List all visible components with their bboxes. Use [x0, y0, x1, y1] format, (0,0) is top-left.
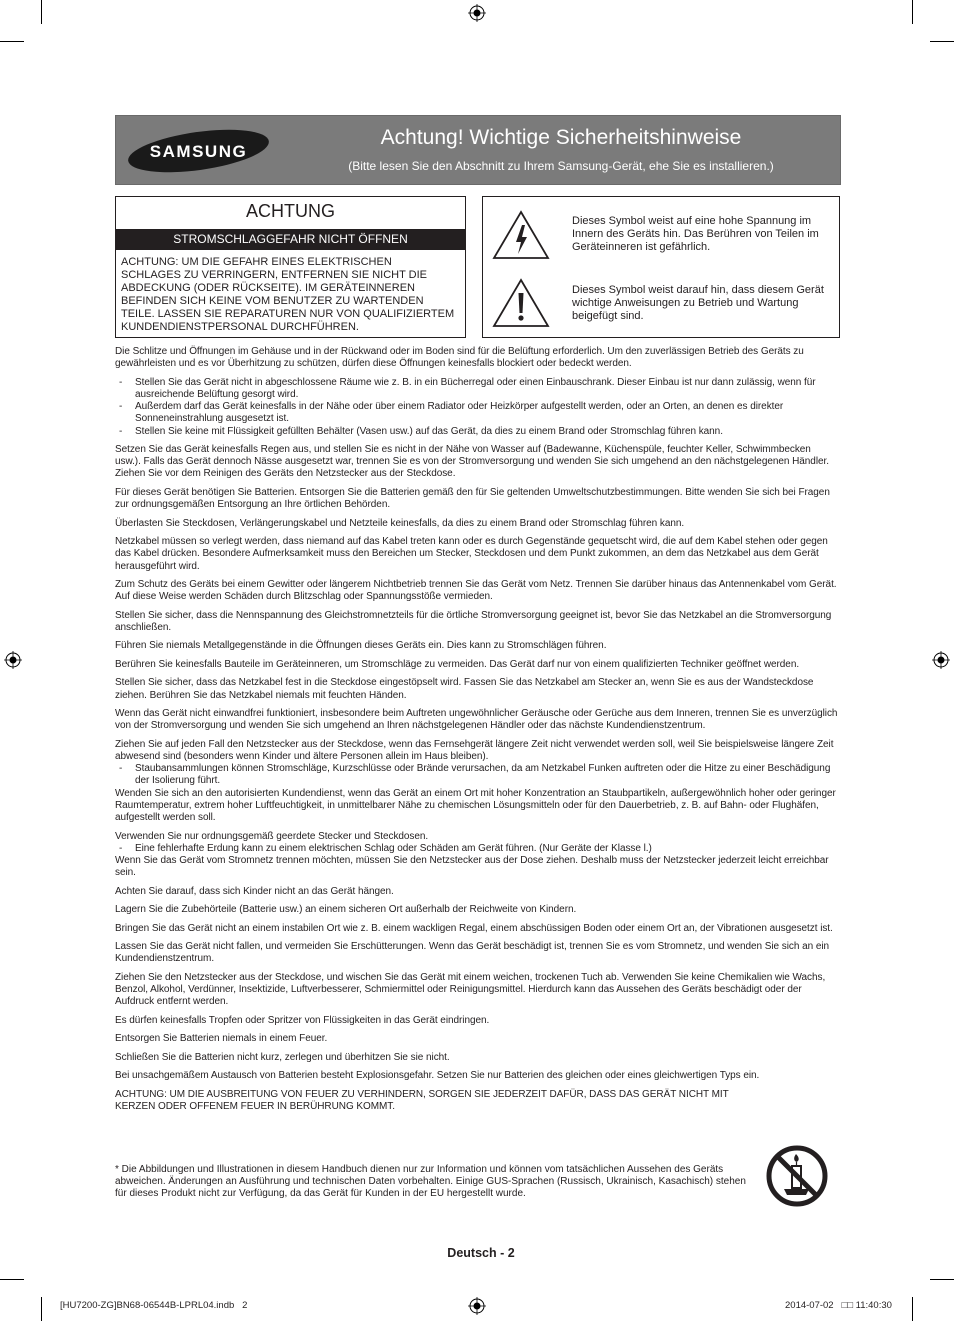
voltage-symbol-text: Dieses Symbol weist auf eine hohe Spannung im Innern des Geräts hin. Das Berühren von Teilen im Geräteinneren ist gefährlich. — [572, 215, 819, 253]
paragraph: Berühren Sie keinesfalls Bauteile im Geräteinneren, um Stromschläge zu vermeiden. Das Gerät darf nur von einem qualifizierten Techniker geöffnet werden. — [115, 658, 800, 670]
paragraph: Die Schlitze und Öffnungen im Gehäuse und in der Rückwand oder im Boden sind für die Belüftung erforderlich. Um den zuverlässigen Betrieb des Geräts zu gewährleisten und es vor Überhitzung zu schützen, dürfen diese Öffnungen keinesfalls blockiert oder bedeckt werden. — [115, 346, 804, 370]
header-banner — [115, 115, 841, 185]
paragraph: Wenden Sie sich an den autorisierten Kundendienst, wenn das Gerät an einem Ort mit hoher Konzentration an Staubpartikeln, außergewöhnlich hoher oder geringer Raumtemperatur, extrem hoher Luftfeuchtigkeit, in unmittelbarer Nähe zu chemischen Lösungsmitteln oder für den Dauerbetrieb, z. B. auf Bahn- oder Flughäfen, aufgestellt werden soll. — [115, 787, 836, 824]
crop-mark — [930, 1279, 954, 1280]
paragraph: Wenn Sie das Gerät vom Stromnetz trennen möchten, müssen Sie den Netzstecker aus der Dose ziehen. Deshalb muss der Netzstecker jederzeit leicht erreichbar sein. — [115, 854, 829, 879]
caution-title: ACHTUNG — [246, 201, 335, 221]
crop-mark — [912, 1297, 913, 1321]
crop-mark — [41, 1297, 42, 1321]
crop-mark — [0, 41, 24, 42]
registration-mark-icon — [932, 651, 950, 669]
crop-mark — [930, 41, 954, 42]
bullet-item: - Stellen Sie das Gerät nicht in abgeschlossene Räume wie z. B. in ein Bücherregal oder einen Einbauschrank. Dieser Einbau ist nur dann zulässig, wenn für ausreichende Belüftung gesorgt wird. — [119, 376, 816, 400]
page-subtitle: (Bitte lesen Sie den Abschnitt zu Ihrem Samsung-Gerät, ehe Sie es installieren.) — [348, 159, 774, 173]
registration-mark-icon — [4, 651, 22, 669]
page-number: Deutsch - 2 — [447, 1246, 515, 1260]
paragraph: Zum Schutz des Geräts bei einem Gewitter oder längerem Nichtbetrieb trennen Sie das Gerät vom Netz. Trennen Sie darüber hinaus das Antennenkabel vom Gerät. Auf diese Weise werden Schäden durch Blitzschlag oder Spannungsstöße vermieden. — [115, 579, 837, 603]
paragraph: Wenn das Gerät nicht einwandfrei funktioniert, insbesondere beim Auftreten ungewöhnlicher Geräusche oder Gerüche aus dem Inneren, trennen Sie es unverzüglich von der Stromversorgung und wenden Sie sich umgehend an Ihren nächstgelegenen Händler oder das nächste Kundendienstzentrum. — [115, 708, 838, 732]
paragraph: Überlasten Sie Steckdosen, Verlängerungskabel und Netzteile keinesfalls, da dies zu einem Brand oder Stromschlag führen kann. — [115, 517, 685, 529]
no-candle-icon — [766, 1145, 828, 1207]
caution-line: KUNDENDIENSTPERSONAL DURCHFÜHREN. — [121, 321, 359, 333]
caution-line: BEFINDEN SICH KEINE VOM BENUTZER ZU WARTENDEN — [121, 295, 424, 307]
bullet-item: - Außerdem darf das Gerät keinesfalls in der Nähe oder über einem Radiator oder Heizkörper aufgestellt werden, oder an Orten, an denen es direkter Sonneneinstrahlung ausgesetzt ist. — [119, 401, 784, 425]
footnote: * Die Abbildungen und Illustrationen in diesem Handbuch dienen nur zur Information und können vom tatsächlichen Aussehen des Geräts abweichen. Änderungen an Ausführung und technischen Daten vorbehalten. Einige GUS-Sprachen (Russisch, Ukrainisch, Kasachisch) stehen für dieses Produkt nicht zur Verfügung, da das Gerät für Kunden in der EU hergestellt wurde. — [115, 1164, 746, 1200]
caution-box — [115, 196, 466, 338]
page-title: Achtung! Wichtige Sicherheitshinweise — [380, 126, 742, 149]
paragraph: Ziehen Sie den Netzstecker aus der Steckdose, und wischen Sie das Gerät mit einem weichen, trockenen Tuch ab. Verwenden Sie keine Chemikalien wie Wachs, Benzol, Alkohol, Verdünner, Insektizide, Luftverbesserer, Schmiermittel oder Reinigungsmittel. Hierdurch kann das Aussehen des Geräts beschädigt oder der Aufdruck entfernt werden. — [115, 971, 826, 1008]
registration-mark-icon — [468, 1297, 486, 1315]
paragraph: Schließen Sie die Batterien nicht kurz, zerlegen und überhitzen Sie sie nicht. — [115, 1051, 450, 1063]
paragraph: Lassen Sie das Gerät nicht fallen, und vermeiden Sie Erschütterungen. Wenn das Gerät beschädigt ist, trennen Sie es vom Stromnetz, und wenden Sie sich an ein Kundendienstzentrum. — [115, 941, 830, 965]
paragraph: Führen Sie niemals Metallgegenstände in die Öffnungen dieses Geräts ein. Dies kann zu Stromschlägen führen. — [115, 640, 607, 652]
paragraph: Ziehen Sie auf jeden Fall den Netzstecker aus der Steckdose, wenn das Fernsehgerät längere Zeit nicht verwendet werden soll, weil Sie beispielsweise längere Zeit abwesend sind (besonders wenn Kinder und ältere Personen allein im Haus bleiben). — [115, 738, 834, 763]
caution-line: ABDECKUNG (ODER RÜCKSEITE). IM GERÄTEINNEREN — [121, 282, 415, 294]
paragraph: Lagern Sie die Zubehörteile (Batterie usw.) an einem sicheren Ort außerhalb der Reichweite von Kindern. — [115, 904, 577, 916]
paragraph: Für dieses Gerät benötigen Sie Batterien. Entsorgen Sie die Batterien gemäß den für Sie geltenden Umweltschutzbestimmungen. Bitte wenden Sie sich bei Fragen zur ordnungsgemäßen Entsorgung an Ihre örtlichen Behörden. — [115, 486, 830, 511]
bullet-item: - Eine fehlerhafte Erdung kann zu einem elektrischen Schlag oder Schäden am Gerät führen. (Nur Geräte der Klasse l.) — [119, 842, 652, 854]
info-symbol-text: Dieses Symbol weist darauf hin, dass diesem Gerät wichtige Anweisungen zu Betrieb und Wartung beigefügt sind. — [572, 284, 824, 322]
paragraph: Verwenden Sie nur ordnungsgemäß geerdete Stecker und Steckdosen. — [115, 830, 429, 842]
crop-mark — [0, 1279, 24, 1280]
paragraph: Bringen Sie das Gerät nicht an einem instabilen Ort wie z. B. einem wackligen Regal, einem abschüssigen Boden oder einem Ort an, der Vibrationen ausgesetzt ist. — [115, 922, 833, 934]
paragraph: Setzen Sie das Gerät keinesfalls Regen aus, und stellen Sie es nicht in der Nähe von Wasser auf (Badewanne, Küchenspüle, feuchter Keller, Schwimmbecken usw.). Falls das Gerät dennoch Nässe ausgesetzt war, trennen Sie es von der Stromversorgung und wenden Sie sich umgehend an den nächstgelegenen Händler. Ziehen Sie vor dem Reinigen des Geräts den Netzstecker aus der Steckdose. — [115, 444, 829, 480]
paragraph: Es dürfen keinesfalls Tropfen oder Spritzer von Flüssigkeiten in das Gerät eindringen. — [115, 1014, 490, 1026]
date-slug: 2014-07-02 □□ 11:40:30 — [785, 1300, 892, 1311]
registration-mark-icon — [468, 4, 486, 22]
samsung-logo — [126, 129, 271, 173]
safety-text — [115, 346, 839, 1119]
paragraph: Stellen Sie sicher, dass die Nennspannung des Gleichstromnetzteils für die örtliche Stromversorgung geeignet ist, bevor Sie das Netzkabel an die Stromversorgung anschließen. — [115, 609, 832, 633]
file-slug: [HU7200-ZG]BN68-06544B-LPRL04.indb 2 — [60, 1300, 248, 1311]
bullet-item: - Stellen Sie keine mit Flüssigkeit gefüllten Behälter (Vasen usw.) auf das Gerät, da dies zu einem Brand oder Stromschlag führen kann. — [119, 425, 723, 437]
paragraph: Bei unsachgemäßem Austausch von Batterien besteht Explosionsgefahr. Setzen Sie nur Batterien des gleichen oder eines gleichwertigen Typs ein. — [115, 1070, 760, 1082]
caution-line: SCHLAGES ZU VERRINGERN, ENTFERNEN SIE NICHT DIE — [121, 269, 428, 281]
crop-mark — [912, 0, 913, 24]
caution-line: TEILE. LASSEN SIE REPARATUREN NUR VON QUALIFIZIERTEM — [121, 308, 455, 320]
brand-text: SAMSUNG — [149, 142, 248, 161]
caution-line: ACHTUNG: UM DIE GEFAHR EINES ELEKTRISCHEN — [121, 256, 392, 268]
crop-mark — [41, 0, 42, 24]
paragraph: Achten Sie darauf, dass sich Kinder nicht an das Gerät hängen. — [115, 885, 394, 897]
paragraph: Netzkabel müssen so verlegt werden, dass niemand auf das Kabel treten kann oder es durch Gegenstände gequetscht wird, die auf dem Kabel stehen oder gegen das Kabel drücken. Besondere Aufmerksamkeit muss den Bereichen um Stecker, Steckdosen und dem Punkt zukommen, an dem das Netzkabel aus dem Gerät herausgeführt wird. — [115, 536, 828, 572]
symbols-box — [482, 196, 840, 338]
caution-bar: STROMSCHLAGGEFAHR NICHT ÖFFNEN — [116, 229, 465, 250]
fire-warning-line: ACHTUNG: UM DIE AUSBREITUNG VON FEUER ZU VERHINDERN, SORGEN SIE JEDERZEIT DAFÜR, DASS DAS GERÄT NICHT MIT — [115, 1088, 729, 1100]
fire-warning-line: KERZEN ODER OFFENEM FEUER IN BERÜHRUNG KOMMT. — [115, 1100, 395, 1112]
paragraph: Stellen Sie sicher, dass das Netzkabel fest in die Steckdose eingestöpselt wird. Fassen Sie das Netzkabel am Stecker an, wenn Sie es aus der Wandsteckdose ziehen. Berühren Sie das Netzkabel niemals mit feuchten Händen. — [115, 677, 814, 701]
exclamation-warning-icon — [491, 277, 551, 329]
bullet-item: - Staubansammlungen können Stromschläge, Kurzschlüsse oder Brände verursachen, da am Netzkabel Funken auftreten oder die Hitze zu einer Beschädigung der Isolierung führt. — [119, 763, 831, 787]
caution-text — [121, 256, 461, 334]
lightning-warning-icon — [491, 209, 551, 261]
paragraph: Entsorgen Sie Batterien niemals in einem Feuer. — [115, 1033, 328, 1045]
paragraph — [115, 1089, 839, 1113]
